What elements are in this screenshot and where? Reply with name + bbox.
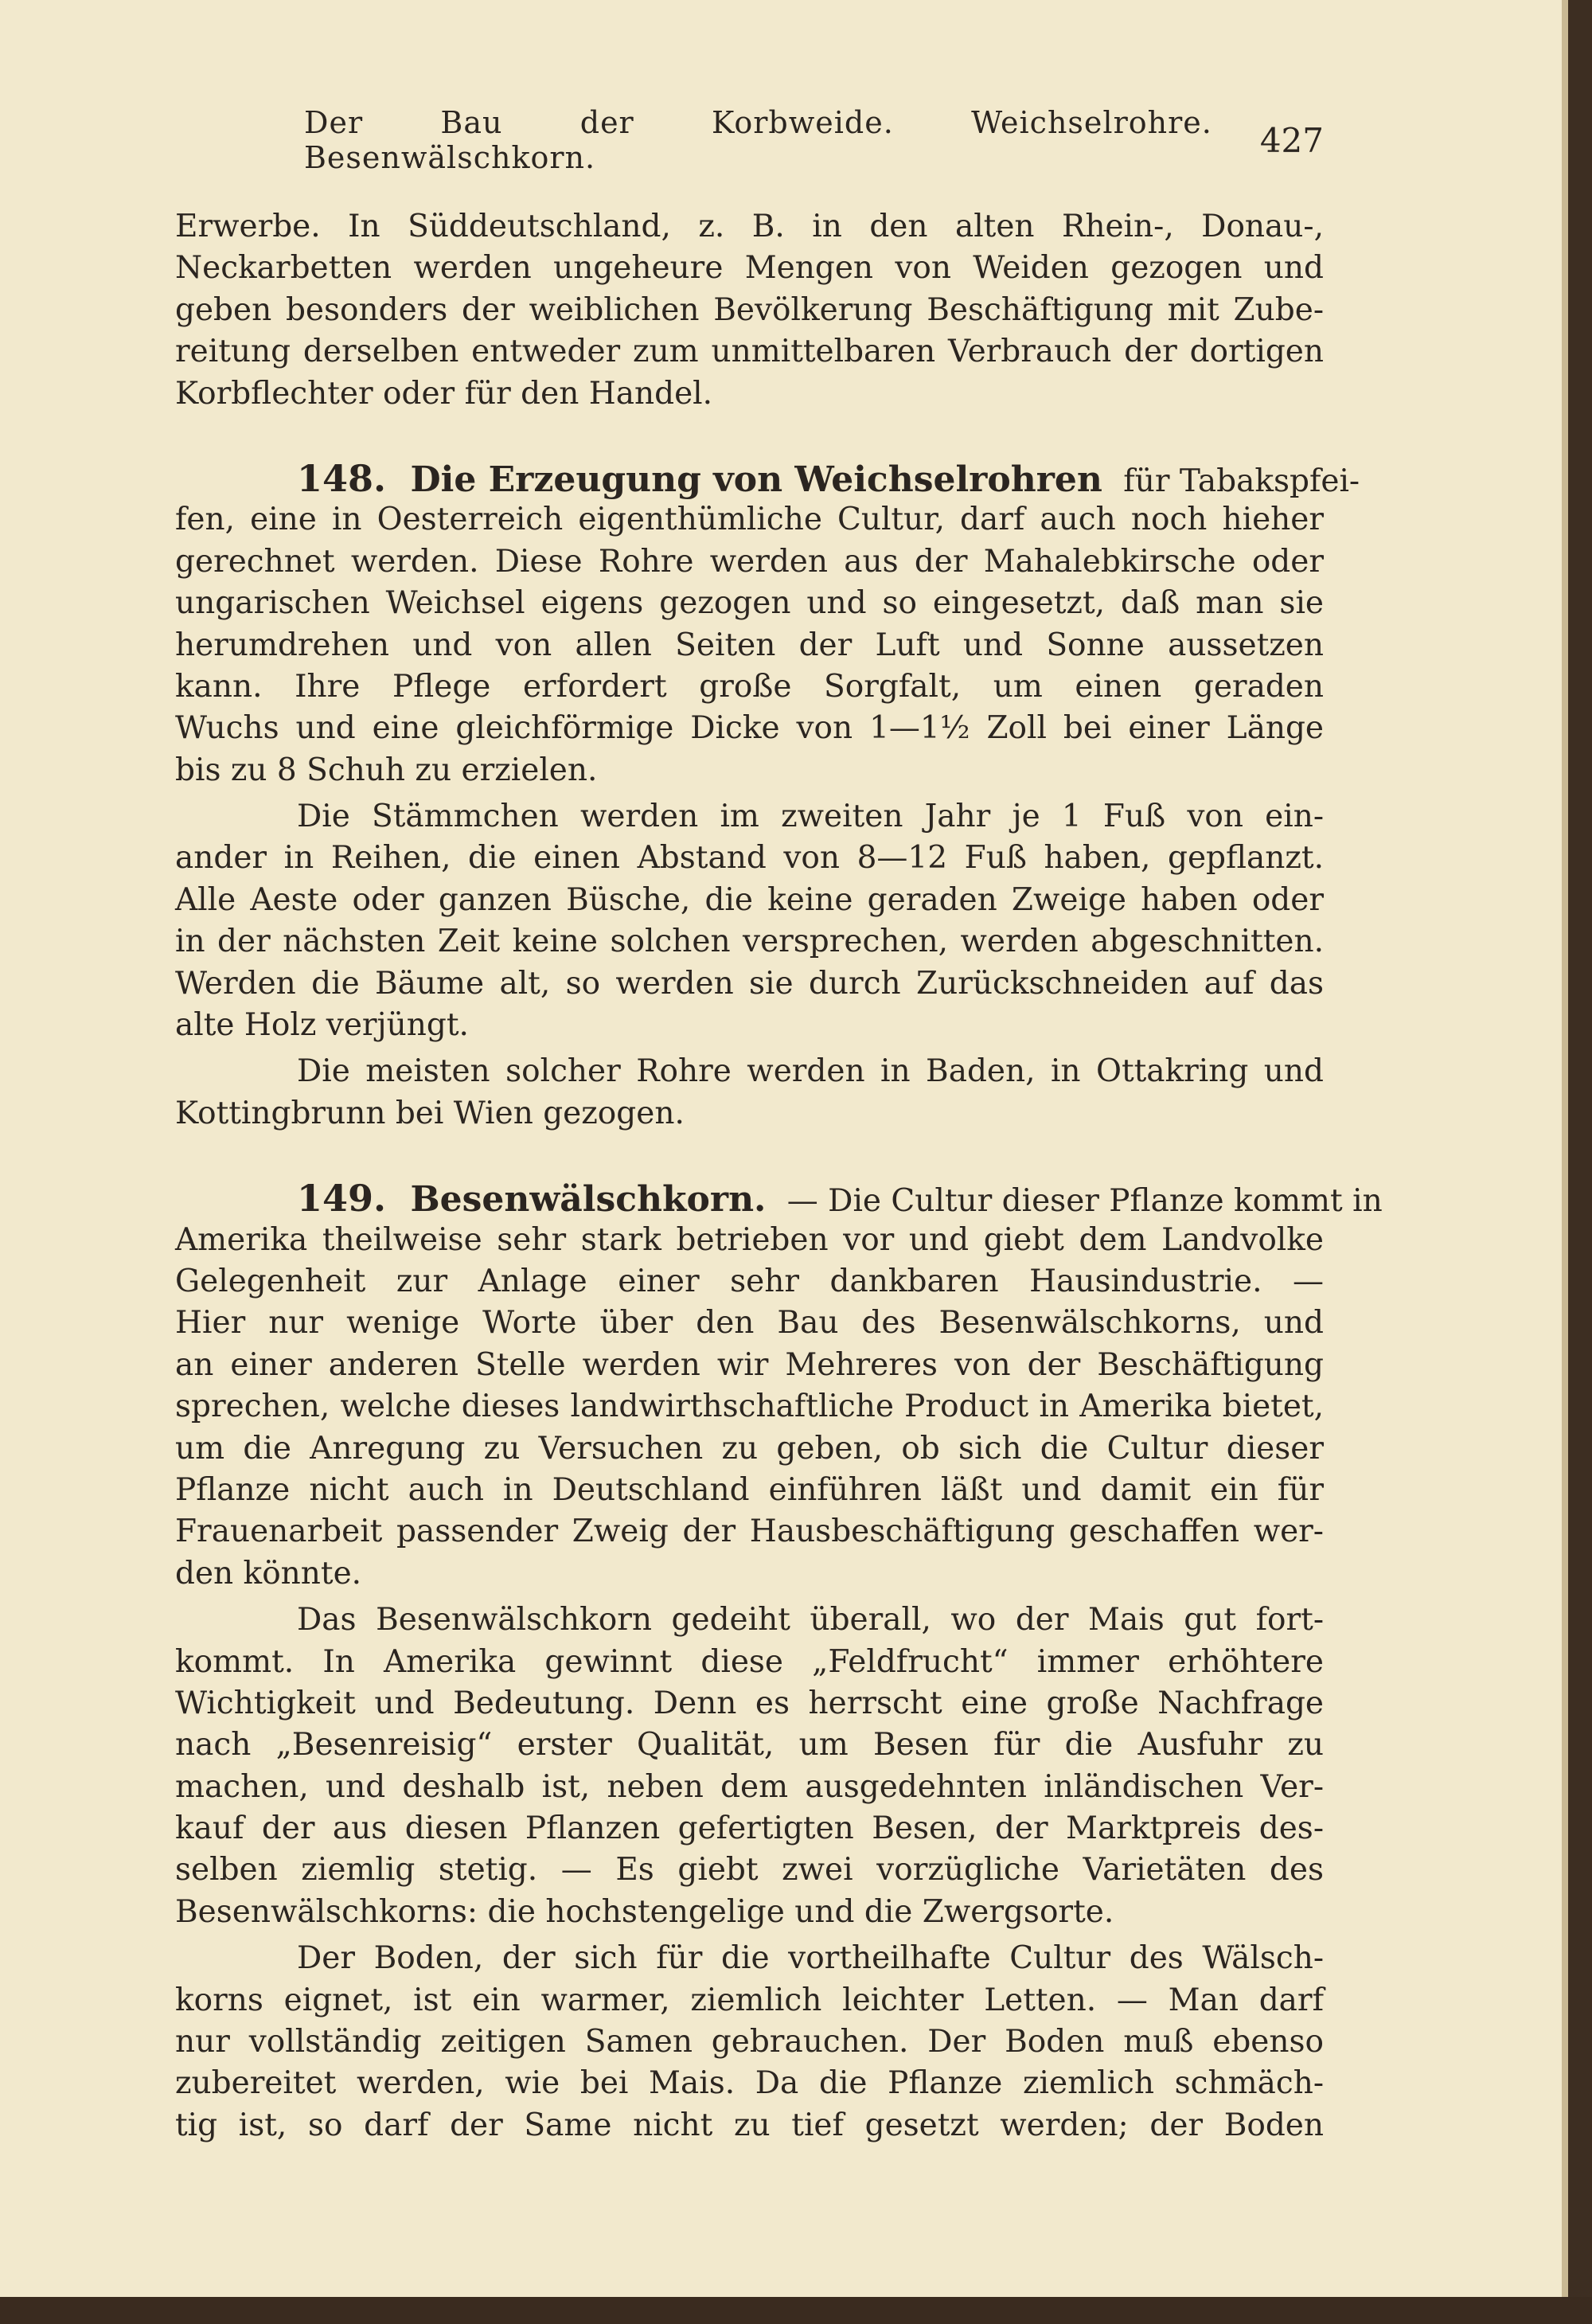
paragraph <box>175 1051 1324 1135</box>
text-line: Der Boden, der sich für die vortheilhafte Cultur des Wälsch- <box>297 1940 1324 1977</box>
section-number: 148. <box>297 456 387 500</box>
text-line: geben besonders der weiblichen Bevölkerung Beschäftigung mit Zube- <box>175 291 1324 328</box>
page-edge <box>1562 0 1568 2324</box>
text-line <box>175 1177 1383 1221</box>
text-line: Amerika theilweise sehr stark betrieben vor und giebt dem Landvolke <box>175 1221 1324 1258</box>
text-line: Die meisten solcher Rohre werden in Baden, in Ottakring und <box>297 1053 1324 1090</box>
running-title: Der Bau der Korbweide. Weichselrohre. Besenwälschkorn. <box>304 105 1212 175</box>
text-line: Frauenarbeit passender Zweig der Hausbeschäftigung geschaffen wer- <box>175 1514 1324 1550</box>
text-line: alte Holz verjüngt. <box>175 1007 469 1044</box>
text-line-rest: für Tabakspfei- <box>1123 463 1360 499</box>
text-line: Pflanze nicht auch in Deutschland einführen läßt und damit ein für <box>175 1471 1324 1508</box>
section-title: Besenwälschkorn. <box>410 1179 767 1221</box>
text-line: Das Besenwälschkorn gedeiht überall, wo der Mais gut fort- <box>297 1602 1324 1639</box>
text-line: Gelegenheit zur Anlage einer sehr dankbaren Hausindustrie. — <box>175 1263 1324 1299</box>
text-line: Die Stämmchen werden im zweiten Jahr je 1 Fuß von ein- <box>297 799 1324 835</box>
text-line: Hier nur wenige Worte über den Bau des Besenwälschkorns, und <box>175 1305 1324 1342</box>
text-line: Besenwälschkorns: die hochstengelige und die Zwergsorte. <box>175 1893 1114 1930</box>
text-line: ander in Reihen, die einen Abstand von 8—12 Fuß haben, gepflanzt. <box>175 840 1324 877</box>
text-line: herumdrehen und von allen Seiten der Luft und Sonne aussetzen <box>175 627 1324 663</box>
book-binding <box>1568 0 1592 2324</box>
text-line: Erwerbe. In Süddeutschland, z. B. in den alten Rhein-, Donau-, <box>175 209 1324 244</box>
text-line: Neckarbetten werden ungeheure Mengen von Weiden gezogen und <box>175 250 1324 287</box>
text-line: um die Anregung zu Versuchen zu geben, ob sich die Cultur dieser <box>175 1430 1324 1467</box>
text-line: Kottingbrunn bei Wien gezogen. <box>175 1095 685 1131</box>
text-line <box>175 456 1360 500</box>
text-line: kann. Ihre Pflege erfordert große Sorgfalt, um einen geraden <box>175 668 1324 705</box>
section-number: 149. <box>297 1177 387 1221</box>
text-line: Alle Aeste oder ganzen Büsche, die keine geraden Zweige haben oder <box>175 881 1324 918</box>
text-line: tig ist, so darf der Same nicht zu tief gesetzt werden; der Boden <box>175 2107 1324 2143</box>
page-body <box>175 206 1383 2146</box>
text-line: machen, und deshalb ist, neben dem ausgedehnten inländischen Ver- <box>175 1768 1324 1805</box>
text-line: Werden die Bäume alt, so werden sie durch Zurückschneiden auf das <box>175 965 1324 1002</box>
text-line-rest: — Die Cultur dieser Pflanze kommt in <box>786 1183 1383 1220</box>
paragraph <box>175 1599 1324 1933</box>
text-line: selben ziemlig stetig. — Es giebt zwei vorzügliche Varietäten des <box>175 1852 1324 1888</box>
text-line: nach „Besenreisig“ erster Qualität, um Besen für die Ausfuhr zu <box>175 1727 1324 1764</box>
text-line: fen, eine in Oesterreich eigenthümliche Cultur, darf auch noch hieher <box>175 502 1324 538</box>
section-paragraph <box>175 1177 1383 1595</box>
text-line: kauf der aus diesen Pflanzen gefertigten Besen, der Marktpreis des- <box>175 1810 1324 1847</box>
text-line: an einer anderen Stelle werden wir Mehreres von der Beschäftigung <box>175 1346 1324 1383</box>
scan-bottom-border <box>0 2297 1592 2324</box>
text-line: zubereitet werden, wie bei Mais. Da die Pflanze ziemlich schmäch- <box>175 2065 1324 2102</box>
paragraph <box>175 206 1324 415</box>
text-line: gerechnet werden. Diese Rohre werden aus der Mahalebkirsche oder <box>175 543 1324 580</box>
text-line: kommt. In Amerika gewinnt diese „Feldfrucht“ immer erhöhtere <box>175 1643 1324 1680</box>
section-title: Die Erzeugung von Weichselrohren <box>410 459 1102 500</box>
text-line: bis zu 8 Schuh zu erzielen. <box>175 752 598 788</box>
section-paragraph <box>175 456 1360 791</box>
paragraph <box>175 1938 1324 2146</box>
text-line: den könnte. <box>175 1555 362 1592</box>
page-number: 427 <box>1259 120 1324 160</box>
text-line: sprechen, welche dieses landwirthschaftliche Product in Amerika bietet, <box>175 1389 1324 1425</box>
text-line: korns eignet, ist ein warmer, ziemlich leichter Letten. — Man darf <box>175 1982 1324 2018</box>
text-line: Korbflechter oder für den Handel. <box>175 375 713 412</box>
text-line: Wuchs und eine gleichförmige Dicke von 1—1½ Zoll bei einer Länge <box>175 710 1324 747</box>
text-line: nur vollständig zeitigen Samen gebrauchen. Der Boden muß ebenso <box>175 2024 1324 2060</box>
paragraph <box>175 796 1324 1046</box>
text-line: reitung derselben entweder zum unmittelbaren Verbrauch der dortigen <box>175 334 1324 370</box>
running-header <box>304 105 1324 175</box>
text-line: Wichtigkeit und Bedeutung. Denn es herrscht eine große Nachfrage <box>175 1685 1324 1721</box>
text-line: ungarischen Weichsel eigens gezogen und so eingesetzt, daß man sie <box>175 585 1324 622</box>
text-line: in der nächsten Zeit keine solchen versprechen, werden abgeschnitten. <box>175 924 1324 960</box>
